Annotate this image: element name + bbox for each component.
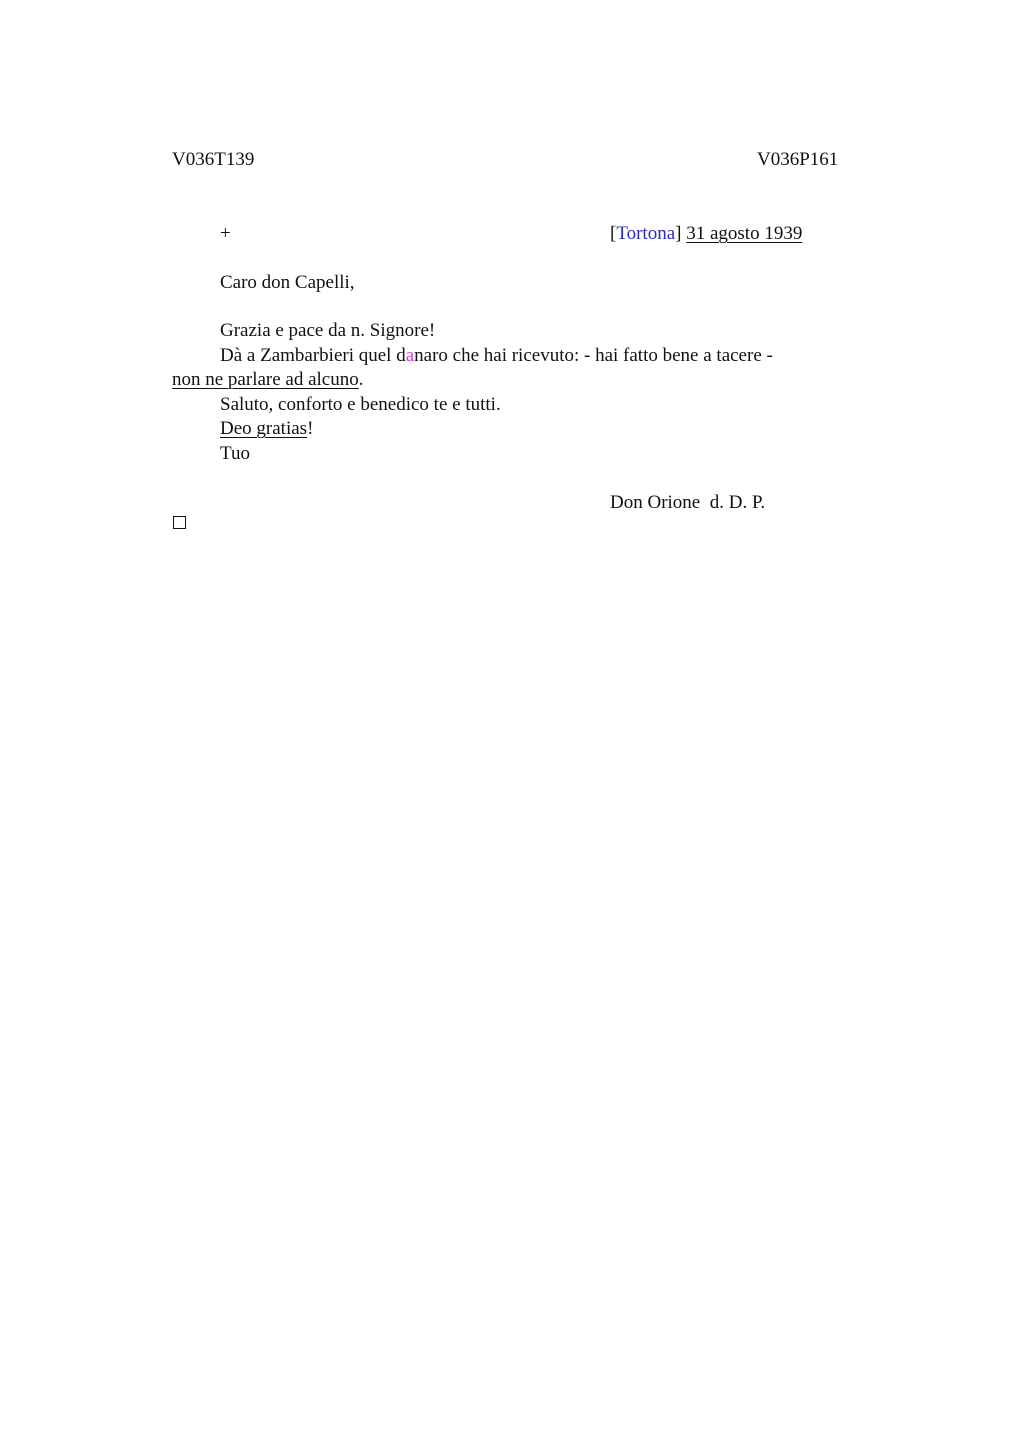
salutation: Caro don Capelli, [220, 272, 355, 293]
body-line-2-period: . [358, 369, 364, 390]
blessing: Saluto, conforto e benedico te e tutti. [220, 394, 501, 415]
signature: Don Orione d. D. P. [610, 492, 766, 513]
header-right-code: V036P161 [757, 149, 839, 170]
place-bracket-close: ] [675, 223, 682, 244]
body-line-1 [220, 346, 773, 365]
empty-square-icon [173, 516, 186, 529]
place-bracket-open: [ [610, 223, 617, 244]
deo-gratias-exclamation: ! [307, 418, 314, 439]
deo-gratias-line [220, 419, 313, 438]
place-date [610, 224, 802, 243]
deo-gratias: Deo gratias [220, 418, 308, 439]
cross-symbol: + [220, 223, 231, 244]
underlined-instruction: non ne parlare ad alcuno [172, 369, 359, 390]
greeting: Grazia e pace da n. Signore! [220, 320, 436, 341]
body-line-1-end: naro che hai ricevuto: - hai fatto bene a tacere - [414, 345, 773, 366]
closing: Tuo [220, 443, 250, 464]
header-left-code: V036T139 [172, 149, 255, 170]
place-name: Tortona [616, 223, 676, 244]
correction-letter: a [405, 345, 415, 366]
body-line-2 [172, 370, 364, 389]
body-line-1-start: Dà a Zambarbieri quel d [220, 345, 406, 366]
letter-date: 31 agosto 1939 [686, 223, 803, 244]
